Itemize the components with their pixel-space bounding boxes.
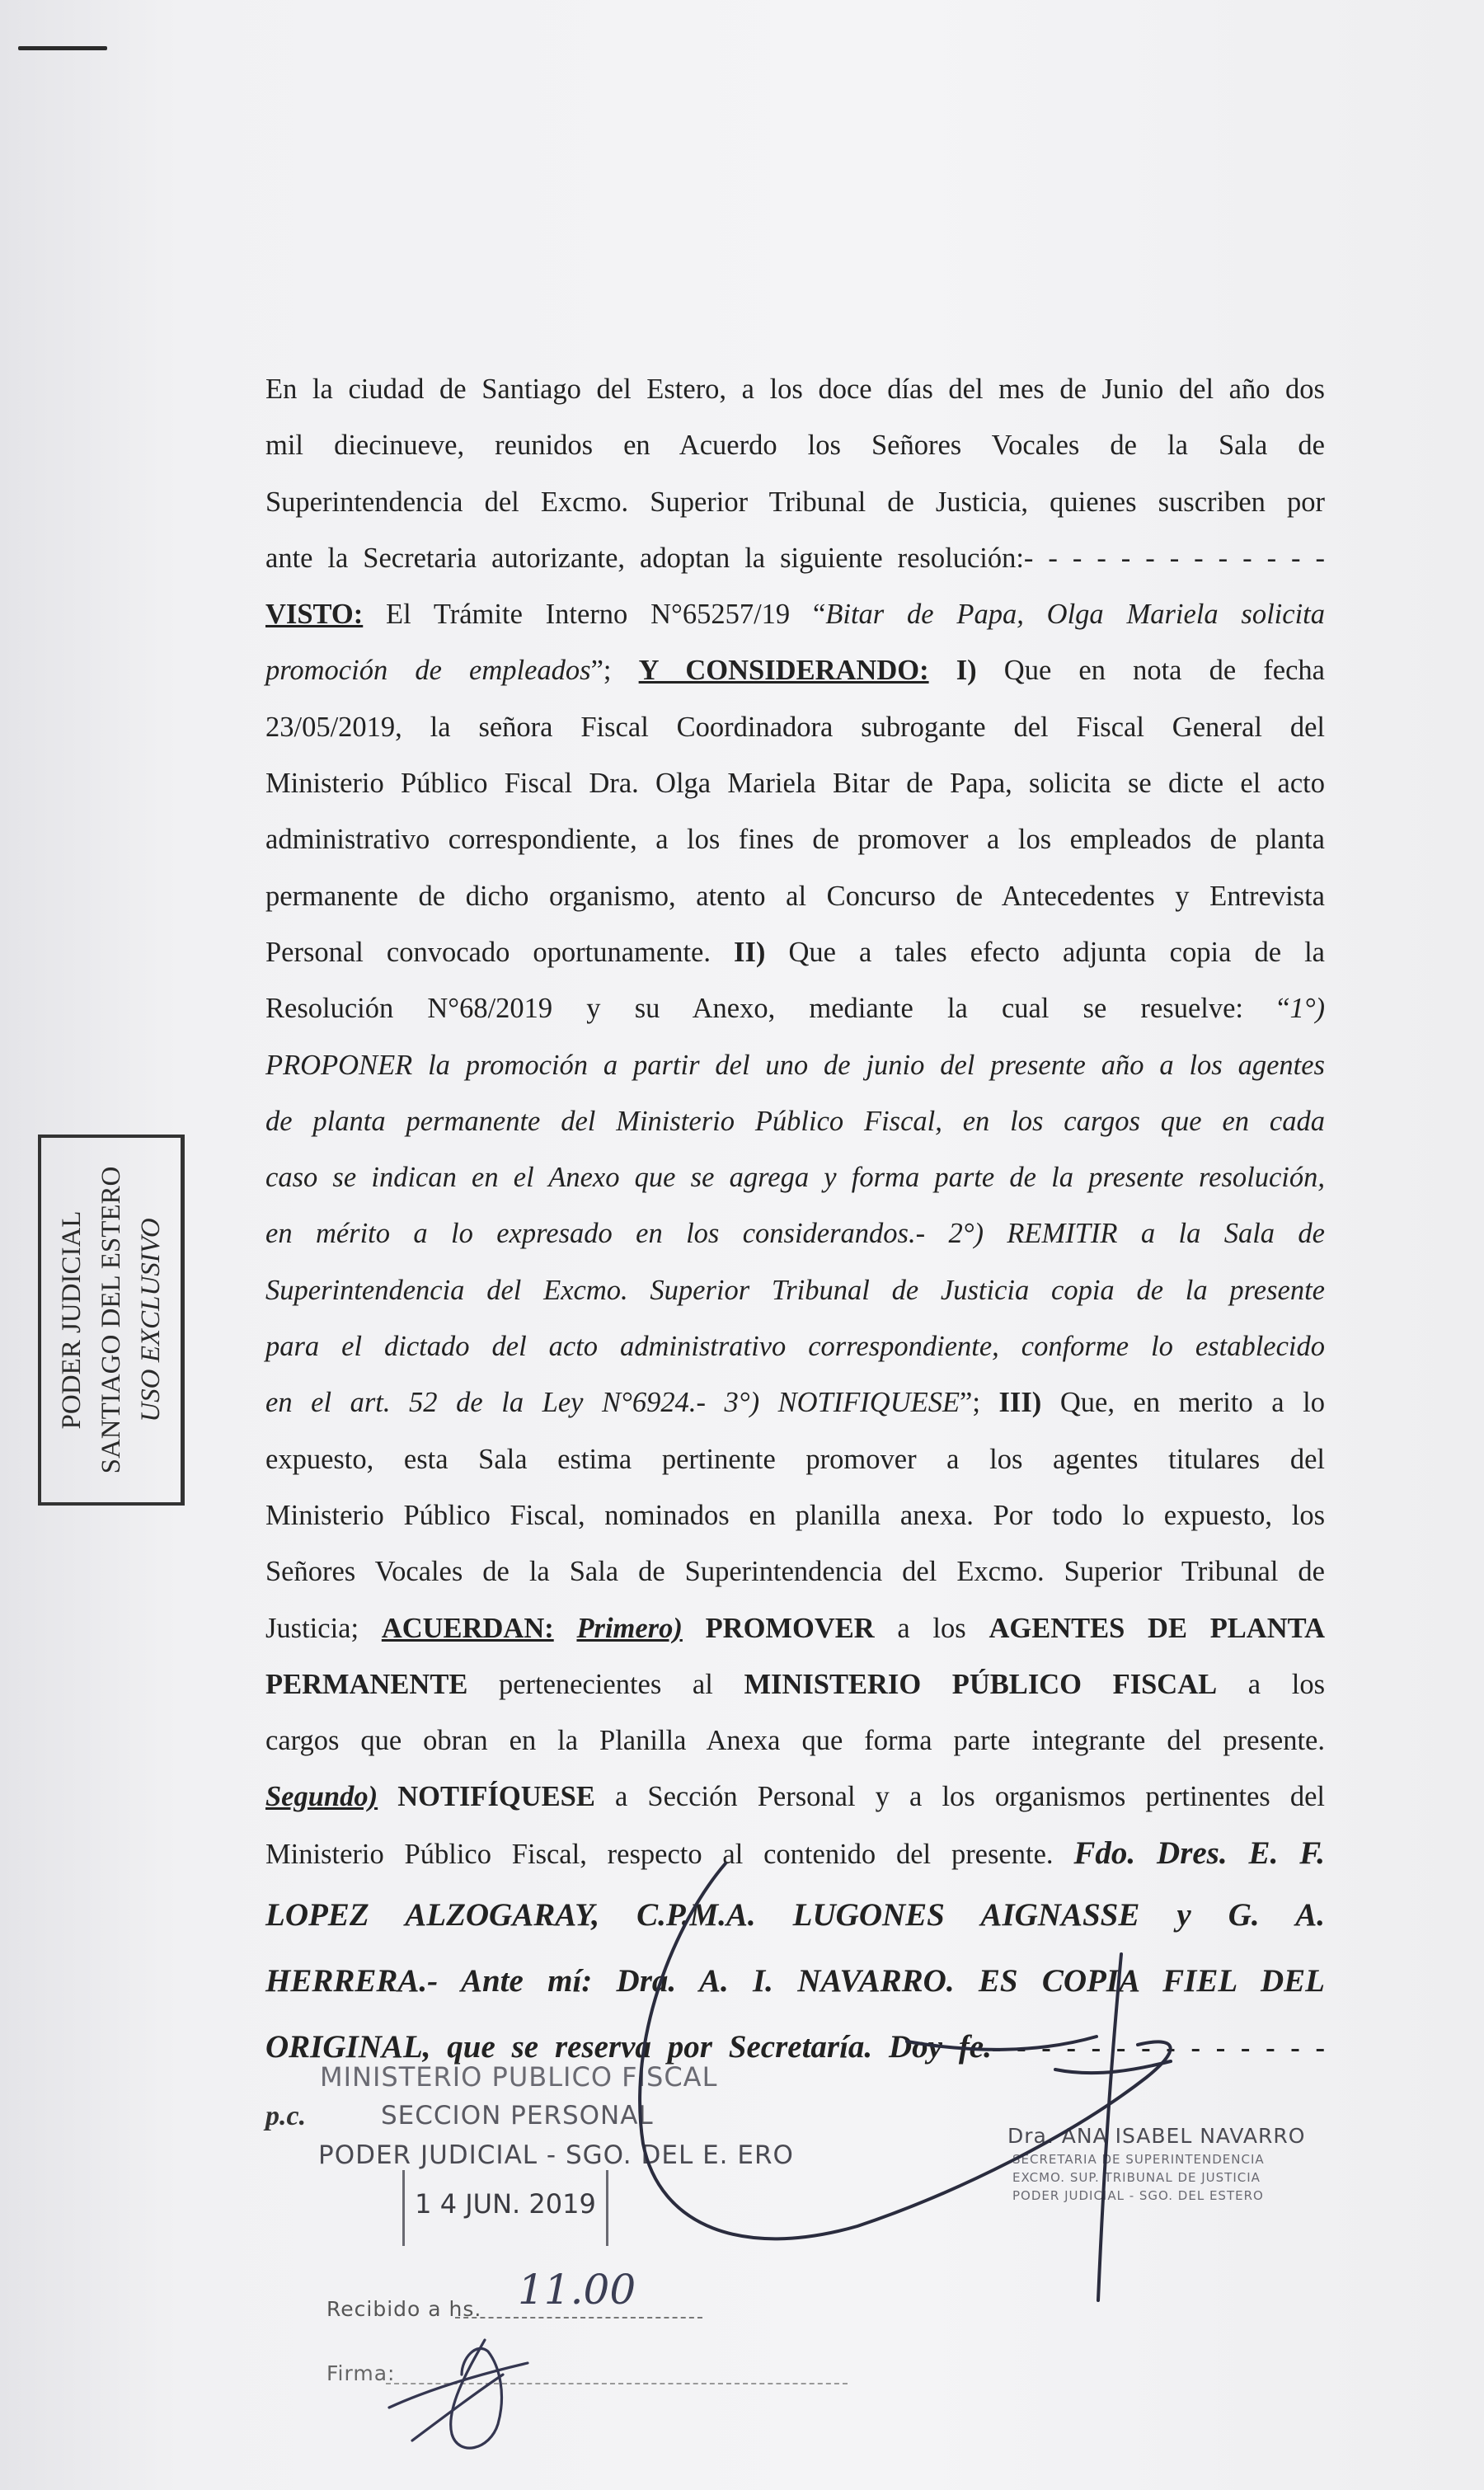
text-line: En la ciudad de Santiago del Estero, a los doce días del mes de Junio del año dos [265,374,1325,405]
text-line: Señores Vocales de la Sala de Superintendencia del Excmo. Superior Tribunal de [265,1556,1325,1588]
pc-label: p.c. [265,2101,307,2131]
text-line: en mérito a lo expresado en los considerandos.- 2°) REMITIR a la Sala de [265,1218,1325,1250]
official-title1: SECRETARIA DE SUPERINTENDENCIA [1012,2152,1265,2167]
text-line: 23/05/2019, la señora Fiscal Coordinadora subrogante del Fiscal General del [265,711,1325,743]
side-stamp-line3: USO EXCLUSIVO [135,1218,166,1422]
text-line: Superintendencia del Excmo. Superior Tribunal de Justicia copia de la presente [265,1274,1325,1306]
stamp-line3: PODER JUDICIAL - SGO. DEL E. ERO [318,2140,794,2170]
official-title3: PODER JUDICIAL - SGO. DEL ESTERO [1012,2188,1264,2203]
text-line: Segundo) NOTIFÍQUESE a Sección Personal y a los organismos pertinentes del [265,1781,1325,1813]
text-line: VISTO: El Trámite Interno N°65257/19 “Bitar de Papa, Olga Mariela solicita [265,599,1325,631]
text-line: PROPONER la promoción a partir del uno de junio del presente año a los agentes [265,1049,1325,1081]
text-line: PERMANENTE pertenecientes al MINISTERIO PÚBLICO FISCAL a los [265,1668,1325,1700]
text-line: Superintendencia del Excmo. Superior Tribunal de Justicia, quienes suscriben por [265,486,1325,518]
text-line: cargos que obran en la Planilla Anexa que forma parte integrante del presente. [265,1725,1325,1757]
text-line: Ministerio Público Fiscal, nominados en planilla anexa. Por todo lo expuesto, los [265,1499,1325,1531]
official-name: Dra. ANA ISABEL NAVARRO [1007,2124,1306,2148]
side-stamp-line1: PODER JUDICIAL [56,1210,87,1430]
text-line: permanente de dicho organismo, atento al Concurso de Antecedentes y Entrevista [265,880,1325,912]
side-stamp-line2: SANTIAGO DEL ESTERO [96,1166,126,1474]
text-line: caso se indican en el Anexo que se agrega y forma parte de la presente resolución, [265,1162,1325,1194]
text-line: en el art. 52 de la Ley N°6924.- 3°) NOTIFIQUESE”; III) Que, en merito a lo [265,1387,1325,1419]
text-line: mil diecinueve, reunidos en Acuerdo los Señores Vocales de la Sala de [265,430,1325,462]
stamp-line2: SECCION PERSONAL [381,2101,654,2131]
text-line: administrativo correspondiente, a los fines de promover a los empleados de planta [265,824,1325,856]
firma-label: Firma: [326,2361,396,2385]
text-line: ORIGINAL, que se reserva por Secretaría. Doy fe.- - - - - - - - - - - - - - [265,2029,1326,2065]
text-line: Ministerio Público Fiscal, respecto al contenido del presente. Fdo. Dres. E. F. [265,1835,1325,1871]
text-line: de planta permanente del Ministerio Público Fiscal, en los cargos que en cada [265,1105,1325,1137]
text-line: HERRERA.- Ante mí: Dra. A. I. NAVARRO. ES COPIA FIEL DEL [265,1963,1325,1999]
visto-heading: VISTO: [265,599,364,631]
text-line: Ministerio Público Fiscal Dra. Olga Mariela Bitar de Papa, solicita se dicte el acto [265,768,1325,800]
stamp-line1: MINISTERIO PUBLICO FISCAL [320,2061,718,2093]
text-line: para el dictado del acto administrativo correspondiente, conforme lo establecido [265,1331,1325,1363]
text-line: LOPEZ ALZOGARAY, C.P.M.A. LUGONES AIGNASSE y G. A. [265,1897,1325,1933]
text-line: ante la Secretaria autorizante, adoptan la siguiente resolución:- - - - - - - - - - - - - [265,542,1325,574]
text-line: Justicia; ACUERDAN: Primero) PROMOVER a los AGENTES DE PLANTA [265,1612,1325,1644]
recibido-label: Recibido a hs. [326,2297,482,2321]
text-line: Resolución N°68/2019 y su Anexo, mediante la cual se resuelve: “1°) [265,993,1325,1025]
text-line: promoción de empleados”; Y CONSIDERANDO: I) Que en nota de fecha [265,655,1325,687]
considerando-heading: Y CONSIDERANDO: [638,655,929,687]
recibido-handwritten-time: 11.00 [518,2266,636,2314]
text-line: expuesto, esta Sala estima pertinente promover a los agentes titulares del [265,1443,1325,1475]
date-stamp-text: 1 4 JUN. 2019 [415,2188,596,2220]
official-title2: EXCMO. SUP. TRIBUNAL DE JUSTICIA [1012,2170,1261,2185]
acuerdan-heading: ACUERDAN: [381,1612,554,1644]
text-line: Personal convocado oportunamente. II) Que a tales efecto adjunta copia de la [265,936,1325,968]
